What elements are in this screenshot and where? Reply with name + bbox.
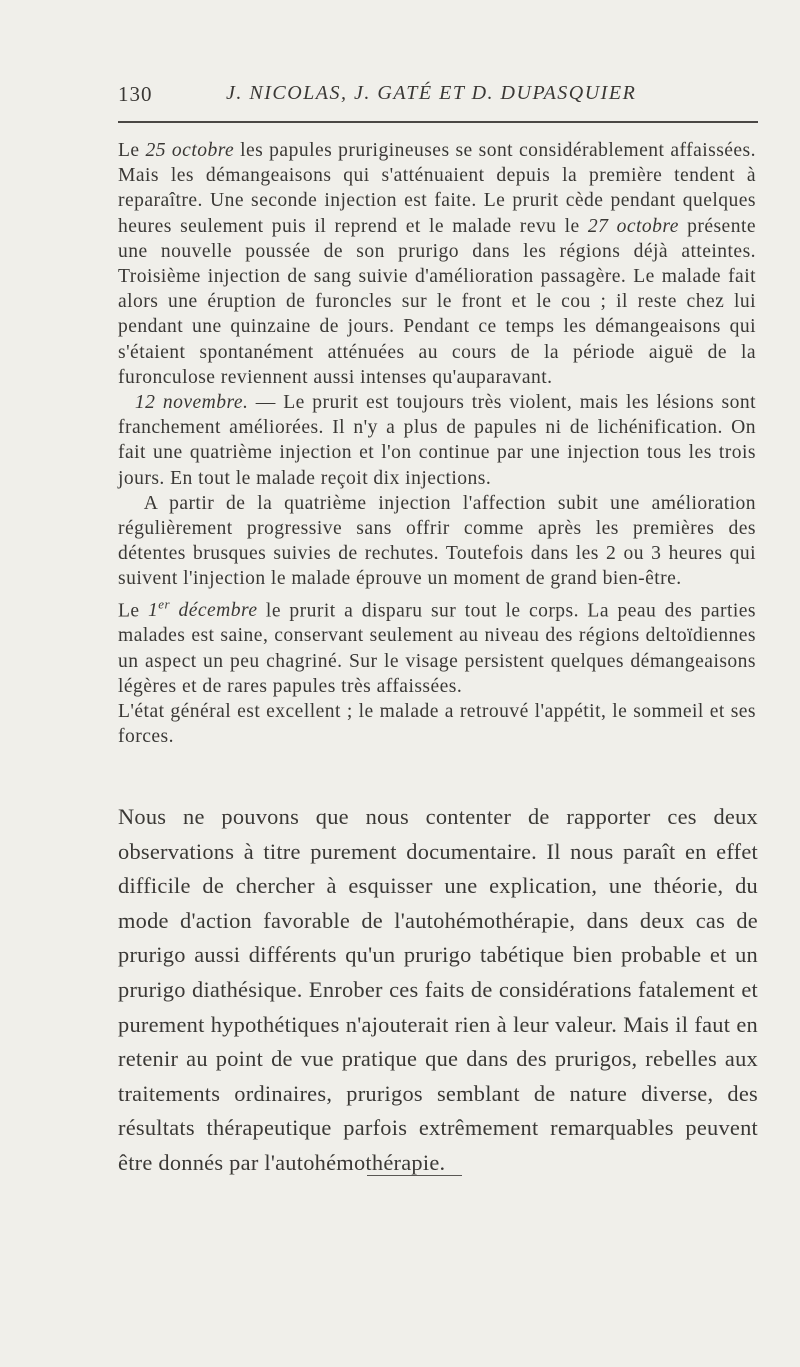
date-label: 25 octobre xyxy=(145,140,235,161)
case-paragraph: Le 25 octobre les papules prurigineuses se sont considérablement affaissées. Mais les démangeaisons qui s'atténuaient depuis la première tendent à reparaître. Une seconde injection est faite. Le prurit cède pendant quelques heures seulement puis il reprend et le malade revu le 27 octobre présente une nouvelle poussée de son prurigo dans les régions déjà atteintes. Troisième injection de sang suivie d'amélioration passagère. Le malade fait alors une éruption de furoncles sur le front et le cou ; il reste chez lui pendant une quinzaine de jours. Pendant ce temps les démangeaisons qui s'étaient spontanément atténuées au cours de la période aiguë de la furonculose reviennent aussi intenses qu'auparavant. xyxy=(118,140,756,388)
running-head: J. NICOLAS, J. GATÉ ET D. DUPASQUIER xyxy=(226,82,637,104)
page-number: 130 xyxy=(118,82,153,106)
case-paragraph: 12 novembre. — Le prurit est toujours très violent, mais les lésions sont franchement améliorées. Il n'y a plus de papules ni de lichénification. On fait une quatrième injection et l'on continue par une injection tous les trois jours. En tout le malade reçoit dix injections. xyxy=(118,392,756,489)
discussion xyxy=(118,800,758,1181)
case-notes xyxy=(118,138,756,749)
date-label: 1er décembre xyxy=(148,596,258,622)
date-label: 12 novembre. xyxy=(134,392,249,414)
date-label: 27 octobre xyxy=(587,215,679,237)
header-rule xyxy=(118,121,758,123)
case-paragraph: Le 1er décembre le prurit a disparu sur tout le corps. La peau des parties malades est saine, conservant seulement au niveau des régions deltoïdiennes un aspect un peu chagriné. Sur le visage persistent quelques démangeaisons légères et de rares papules très affaissées. xyxy=(118,596,756,697)
end-rule xyxy=(367,1175,462,1176)
case-paragraph: L'état général est excellent ; le malade a retrouvé l'appétit, le sommeil et ses forces. xyxy=(118,701,756,748)
discussion-paragraph: Nous ne pouvons que nous contenter de rapporter ces deux observations à titre purement documentaire. Il nous paraît en effet difficile de chercher à esquisser une explication, une théorie, du mode d'action favorable de l'autohémothérapie, dans deux cas de prurigo aussi différents qu'un prurigo tabétique bien probable et un prurigo diathésique. Enrober ces faits de considérations fatalement et purement hypothétiques n'ajouterait rien à leur valeur. Mais il faut en retenir au point de vue pratique que dans des prurigos, rebelles aux traitements ordinaires, prurigos semblant de nature diverse, des résultats thérapeutique parfois extrêmement remarquables peuvent être donnés par l'autohémothérapie. xyxy=(118,804,758,1175)
page-header xyxy=(118,82,758,110)
case-paragraph: A partir de la quatrième injection l'affection subit une amélioration régulièrement progressive sans offrir comme après les premières des détentes brusques suivies de rechutes. Toutefois dans les 2 ou 3 heures qui suivent l'injection le malade éprouve un moment de grand bien-être. xyxy=(118,492,757,590)
